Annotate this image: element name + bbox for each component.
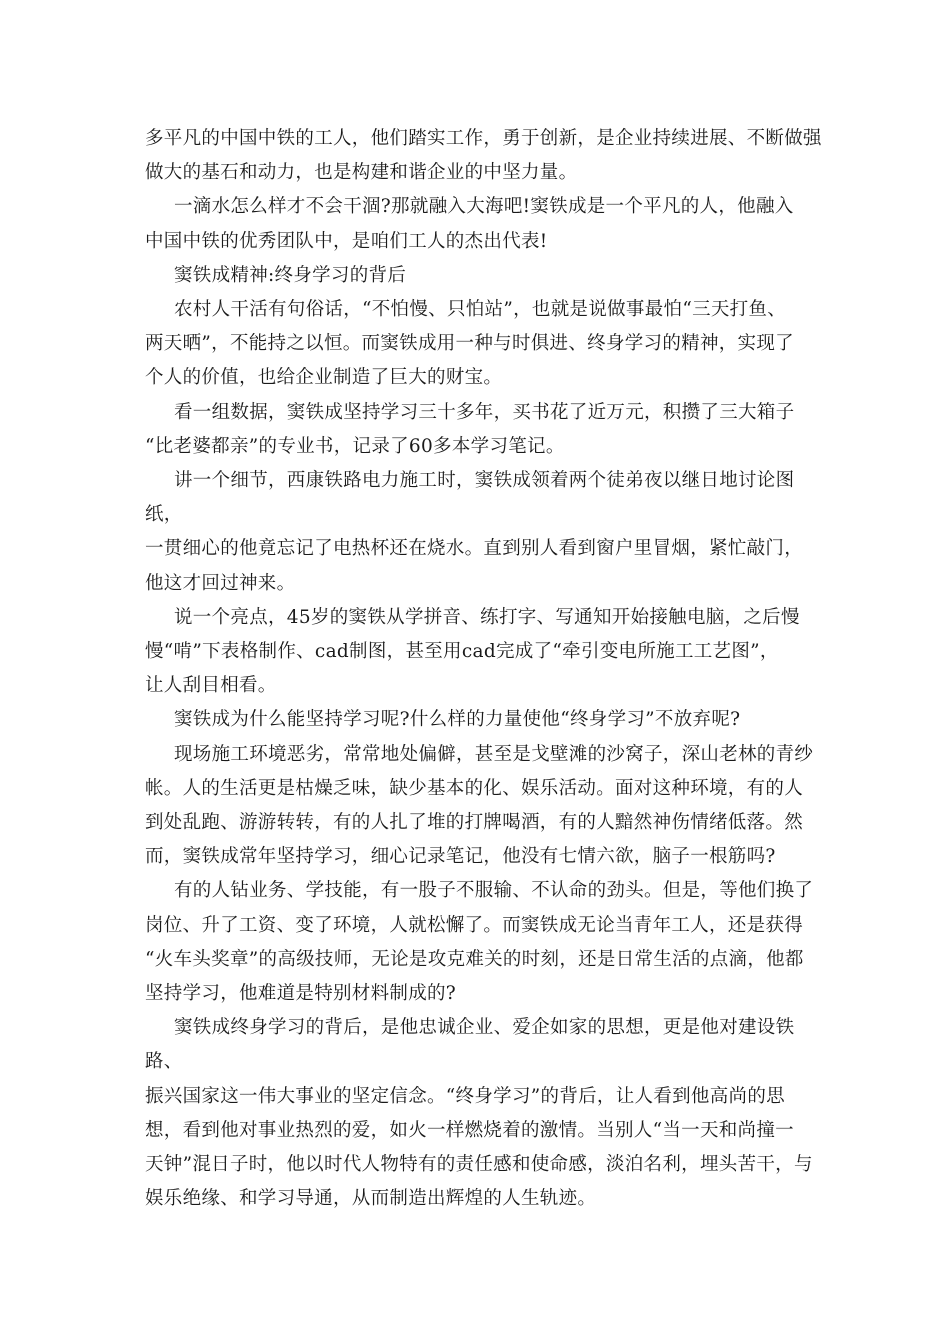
- paragraph: 窦铁成为什么能坚持学习呢?什么样的力量使他“终身学习”不放弃呢?: [174, 709, 741, 731]
- paragraph: 讲一个细节，西康铁路电力施工时，窦铁成领着两个徒弟夜以继日地讨论图纸， 一贯细心的他竟忘记了电热杯还在烧水。直到别人看到窗户里冒烟，紧忙敲门， 他这才回过神来。: [145, 470, 804, 594]
- paragraph: 说一个亮点，45岁的窦铁从学拼音、练打字、写通知开始接触电脑，之后慢 慢“啃”下表格制作、cad制图，甚至用cad完成了“牵引变电所施工工艺图”， 让人刮目相看。: [145, 606, 800, 697]
- paragraph: 农村人干活有句俗话，“不怕慢、只怕站”，也就是说做事最怕“三天打鱼、 两天晒”，不能持之以恒。而窦铁成用一种与时俱进、终身学习的精神，实现了 个人的价值，也给企业制造了巨大的财宝。: [145, 299, 794, 389]
- paragraph: 有的人钻业务、学技能，有一股子不服输、不认命的劲头。但是，等他们换了 岗位、升了工资、变了环境，人就松懈了。而窦铁成无论当青年工人，还是获得 “火车头奖章”的高级技师，无论是攻克难关的时刻，还是日常生活的点滴，他都 坚持学习，他难道是特别材料制成的?: [145, 880, 814, 1005]
- paragraph: 窦铁成终身学习的背后，是他忠诚企业、爱企如家的思想，更是他对建设铁路、 振兴国家这一伟大事业的坚定信念。“终身学习”的背后，让人看到他高尚的思 想，看到他对事业热烈的爱，如火一样燃烧着的激情。当别人“当一天和尚撞一 天钟”混日子时，他以时代人物特有的责任感和使命感，淡泊名利，埋头苦干，与 娱乐绝缘、和学习导通，从而制造出辉煌的人生轨迹。: [145, 1017, 813, 1210]
- paragraph: 看一组数据，窦铁成坚持学习三十多年，买书花了近万元，积攒了三大箱子 “比老婆都亲”的专业书，记录了60多本学习笔记。: [145, 401, 795, 457]
- document-body: [145, 122, 825, 1217]
- paragraph: 现场施工环境恶劣，常常地处偏僻，甚至是戈壁滩的沙窝子，深山老林的青纱 帐。人的生活更是枯燥乏味，缺少基本的化、娱乐活动。面对这种环境，有的人 到处乱跑、游游转转，有的人扎了堆的打牌喝酒，有的人黯然神伤情绪低落。然 而，窦铁成常年坚持学习，细心记录笔记，他没有七情六欲，脑子一根筋吗?: [145, 743, 814, 868]
- section-heading: 窦铁成精神:终身学习的背后: [174, 264, 407, 286]
- paragraph: 一滴水怎么样才不会干涸?那就融入大海吧!窦铁成是一个平凡的人，他融入 中国中铁的优秀团队中，是咱们工人的杰出代表!: [145, 196, 794, 252]
- paragraph: 多平凡的中国中铁的工人，他们踏实工作，勇于创新，是企业持续进展、不断做强 做大的基石和动力，也是构建和谐企业的中坚力量。: [145, 128, 822, 184]
